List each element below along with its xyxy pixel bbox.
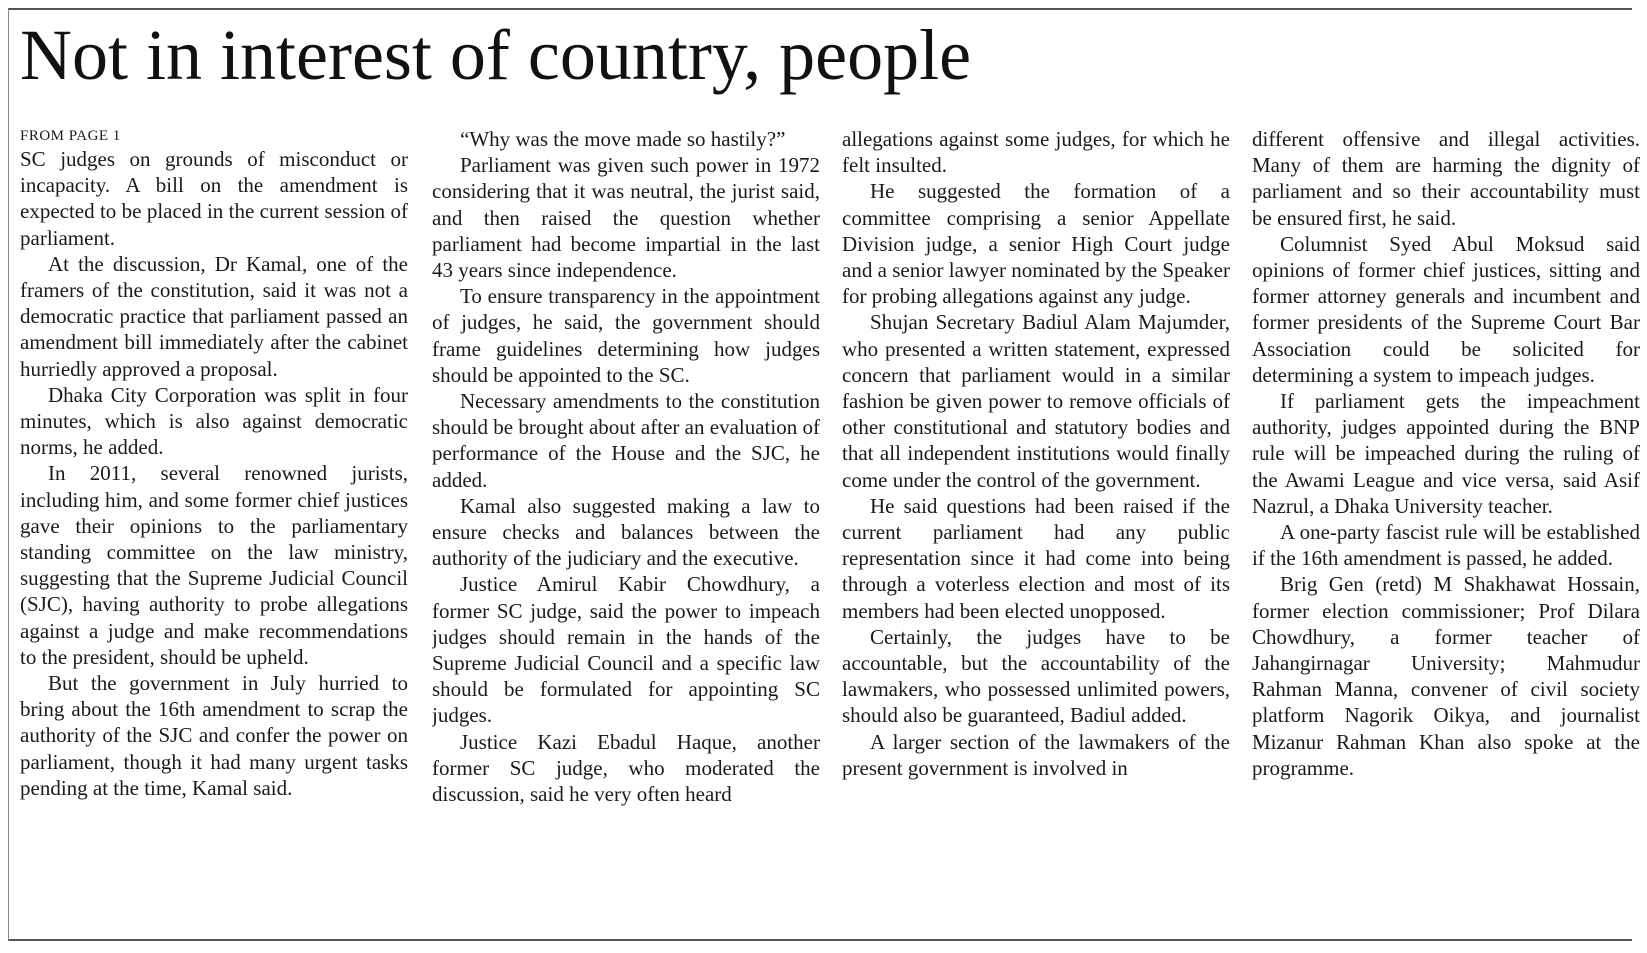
paragraph: Kamal also suggested making a law to ensure checks and balances between the authority of the judiciary and the executive. [432,493,820,571]
paragraph: But the government in July hurried to bring about the 16th amendment to scrap the authority of the SJC and confer the power on parliament, though it had many urgent tasks pending at the time, Kamal said. [20,671,408,800]
paragraph: “Why was the move made so hastily?” [460,127,786,151]
article-column-4 [1252,126,1640,926]
paragraph: Justice Amirul Kabir Chowdhury, a former SC judge, said the power to impeach judges should remain in the hands of the Supreme Judicial Council and a specific law should be formulated for appointing SC judges. [432,572,820,728]
paragraph: Columnist Syed Abul Moksud said opinions of former chief justices, sitting and former attorney generals and incumbent and former presidents of the Supreme Court Bar Association could be solicited for determining a system to impeach judges. [1252,231,1640,387]
paragraph: He suggested the formation of a committee comprising a senior Appellate Division judge, a senior High Court judge and a senior lawyer nominated by the Speaker for probing allegations against any judge. [842,179,1230,309]
article-column-3 [842,126,1230,926]
paragraph: At the discussion, Dr Kamal, one of the framers of the constitution, said it was not a democratic practice that parliament passed an amendment bill immediately after the cabinet hurriedly approved a proposal. [20,251,408,381]
paragraph: SC judges on grounds of misconduct or incapacity. A bill on the amendment is expected to be placed in the current session of parliament. [20,147,408,250]
headline: Not in interest of country, people [20,15,972,95]
paragraph: To ensure transparency in the appointment of judges, he said, the government should frame guidelines determining how judges should be appointed to the SC. [432,284,820,387]
article-column-2 [432,126,820,926]
jump-kicker: FROM PAGE 1 [20,128,121,144]
paragraph: A larger section of the lawmakers of the present government is involved in [842,729,1230,780]
paragraph: Shujan Secretary Badiul Alam Majumder, who presented a written statement, expressed concern that parliament would in a similar fashion be given power to remove officials of other constitutional and statutory bodies and that all independent institutions would finally come under the control of the government. [842,310,1230,492]
paragraph: A one-party fascist rule will be established if the 16th amendment is passed, he added. [1252,520,1640,571]
paragraph: Dhaka City Corporation was split in four minutes, which is also against democratic norms, he added. [20,382,408,460]
article-column-1 [20,126,408,926]
paragraph: Brig Gen (retd) M Shakhawat Hossain, former election commissioner; Prof Dilara Chowdhury, a former teacher of Jahangirnagar University; Mahmudur Rahman Manna, convener of civil society platform Nagorik Oikya, and journalist Mizanur Rahman Khan also spoke at the programme. [1252,572,1640,780]
paragraph: allegations against some judges, for which he felt insulted. [842,127,1230,178]
paragraph: Necessary amendments to the constitution should be brought about after an evaluation of performance of the House and the SJC, he added. [432,389,820,492]
paragraph: He said questions had been raised if the current parliament had any public representation since it had come into being through a voterless election and most of its members had been elected unopposed. [842,493,1230,623]
paragraph: Justice Kazi Ebadul Haque, another former SC judge, who moderated the discussion, said he very often heard [432,729,820,807]
paragraph: Certainly, the judges have to be accountable, but the accountability of the lawmakers, who possessed unlimited powers, should also be guaranteed, Badiul added. [842,624,1230,728]
paragraph: If parliament gets the impeachment authority, judges appointed during the BNP rule will be impeached during the ruling of the Awami League and vice versa, said Asif Nazrul, a Dhaka University teacher. [1252,389,1640,518]
paragraph: In 2011, several renowned jurists, including him, and some former chief justices gave their opinions to the parliamentary standing committee on the law ministry, suggesting that the Supreme Judicial Council (SJC), having authority to probe allegations against a judge and make recommendations to the president, should be upheld. [20,461,408,669]
paragraph: different offensive and illegal activities. Many of them are harming the dignity of parliament and so their accountability must be ensured first, he said. [1252,127,1640,230]
paragraph: Parliament was given such power in 1972 considering that it was neutral, the jurist said, and then raised the question whether parliament had become impartial in the last 43 years since independence. [432,153,820,283]
